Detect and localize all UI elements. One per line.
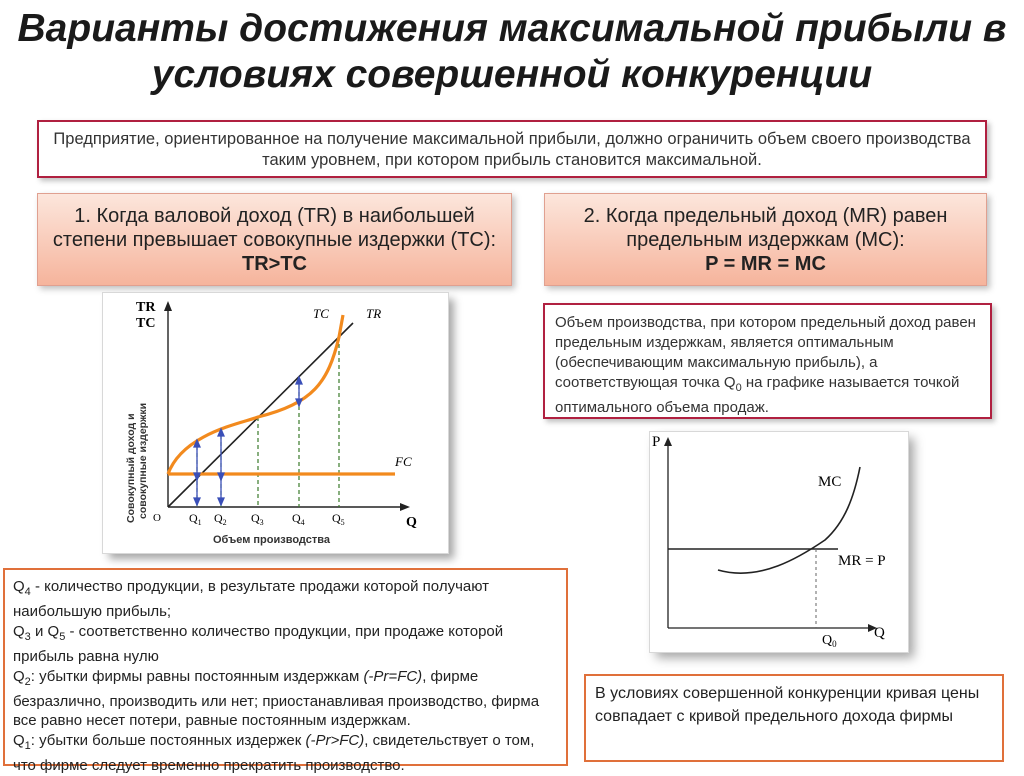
note-q4: $Q_4$ - количество продукции, в результате продажи которой получают наибольшую прибыль; [13,578,490,621]
q0-label: $Q_0$ [822,633,837,649]
competition-box [584,674,1004,762]
page-title: Варианты достижения максимальной прибыли в условиях совершенной конкуренции [17,7,1007,96]
note-q2: $Q_2$: убытки фирмы равны постоянным издержкам (-Pr=FC), фирме безразлично, производить или нет; приостанавливая производство, фирма все равно несет потери, равные постоянным издержкам. [13,667,540,730]
tr-tc-graph [103,293,448,553]
tick-q2: $Q_2$ [214,511,227,527]
note-q1: $Q_1$: убытки больше постоянных издержек (-Pr>FC), свидетельствует о том, что фирме следует временно прекратить производство. [13,731,535,775]
mc-label: MC [818,474,842,490]
case-2-text: 2. Когда предельный доход (MR) равен предельным издержкам (MC): [583,205,948,251]
notes-box [3,568,568,775]
arrow-q1-tr-head [194,498,200,505]
dashed-guides [197,337,339,507]
case-1-formula: TR>TC [242,253,307,275]
note-q3-q5: $Q_3$ и $Q_5$ - соответственно количество продукции, при продаже которой прибыль равна нулю [13,622,504,666]
y-axis-title-line1: Совокупный доход и [125,413,137,523]
q-tick-labels [189,511,345,527]
x-label-q: Q [874,625,885,641]
y-axis-p-arrow [664,437,672,446]
y-label-tc: TC [136,316,156,331]
competition-text: В условиях совершенной конкуренции кривая цены совпадает с кривой предельного дохода фирмы [595,685,980,725]
y-label-tr: TR [136,300,156,315]
tr-tc-graph-svg [103,293,448,553]
tick-q5: $Q_5$ [332,511,345,527]
case-2-formula: P = MR = MC [705,253,826,275]
case-2-box [544,193,987,286]
case-1-box [37,193,512,286]
mc-mr-graph-svg [650,432,908,652]
tc-label: TC [313,306,329,321]
case-1-text: 1. Когда валовой доход (TR) в наибольшей степени превышает совокупные издержки (TC): [52,205,497,251]
intro-box [37,120,987,178]
arrow-q4-head-down [296,399,302,406]
optimal-volume-box [543,303,992,419]
tick-q1: $Q_1$ [189,511,202,527]
tr-label: TR [366,306,382,321]
origin-label: O [153,512,161,524]
x-axis-arrow [400,503,410,511]
arrow-q2-tr-head [218,498,224,505]
mc-mr-graph [650,432,908,652]
difference-arrows [194,377,302,505]
intro-text: Предприятие, ориентированное на получение максимальной прибыли, должно ограничить объем своего производства таким уровнем, при котором прибыль становится максимальной. [53,130,971,169]
optimal-sub: 0 [735,382,742,394]
y-axis-arrow [164,301,172,311]
mr-p-label: MR = P [838,553,886,569]
x-label-q: Q [406,515,417,530]
tick-q4: $Q_4$ [292,511,305,527]
optimal-text-a: Объем производства, при котором предельный доход равен предельным издержкам, является оптимальным (обеспечивающим максимальную прибыль), а соответствующая точка Q [555,314,976,391]
fc-label: FC [395,454,412,469]
optimal-text-b: на графике называется точкой оптимального объема продаж. [555,374,960,416]
y-label-p: P [652,434,661,450]
tick-q3: $Q_3$ [251,511,264,527]
tc-curve [168,315,343,474]
x-axis-title: Объем производства [213,534,330,546]
y-axis-title-line2: совокупные издержки [137,402,149,519]
